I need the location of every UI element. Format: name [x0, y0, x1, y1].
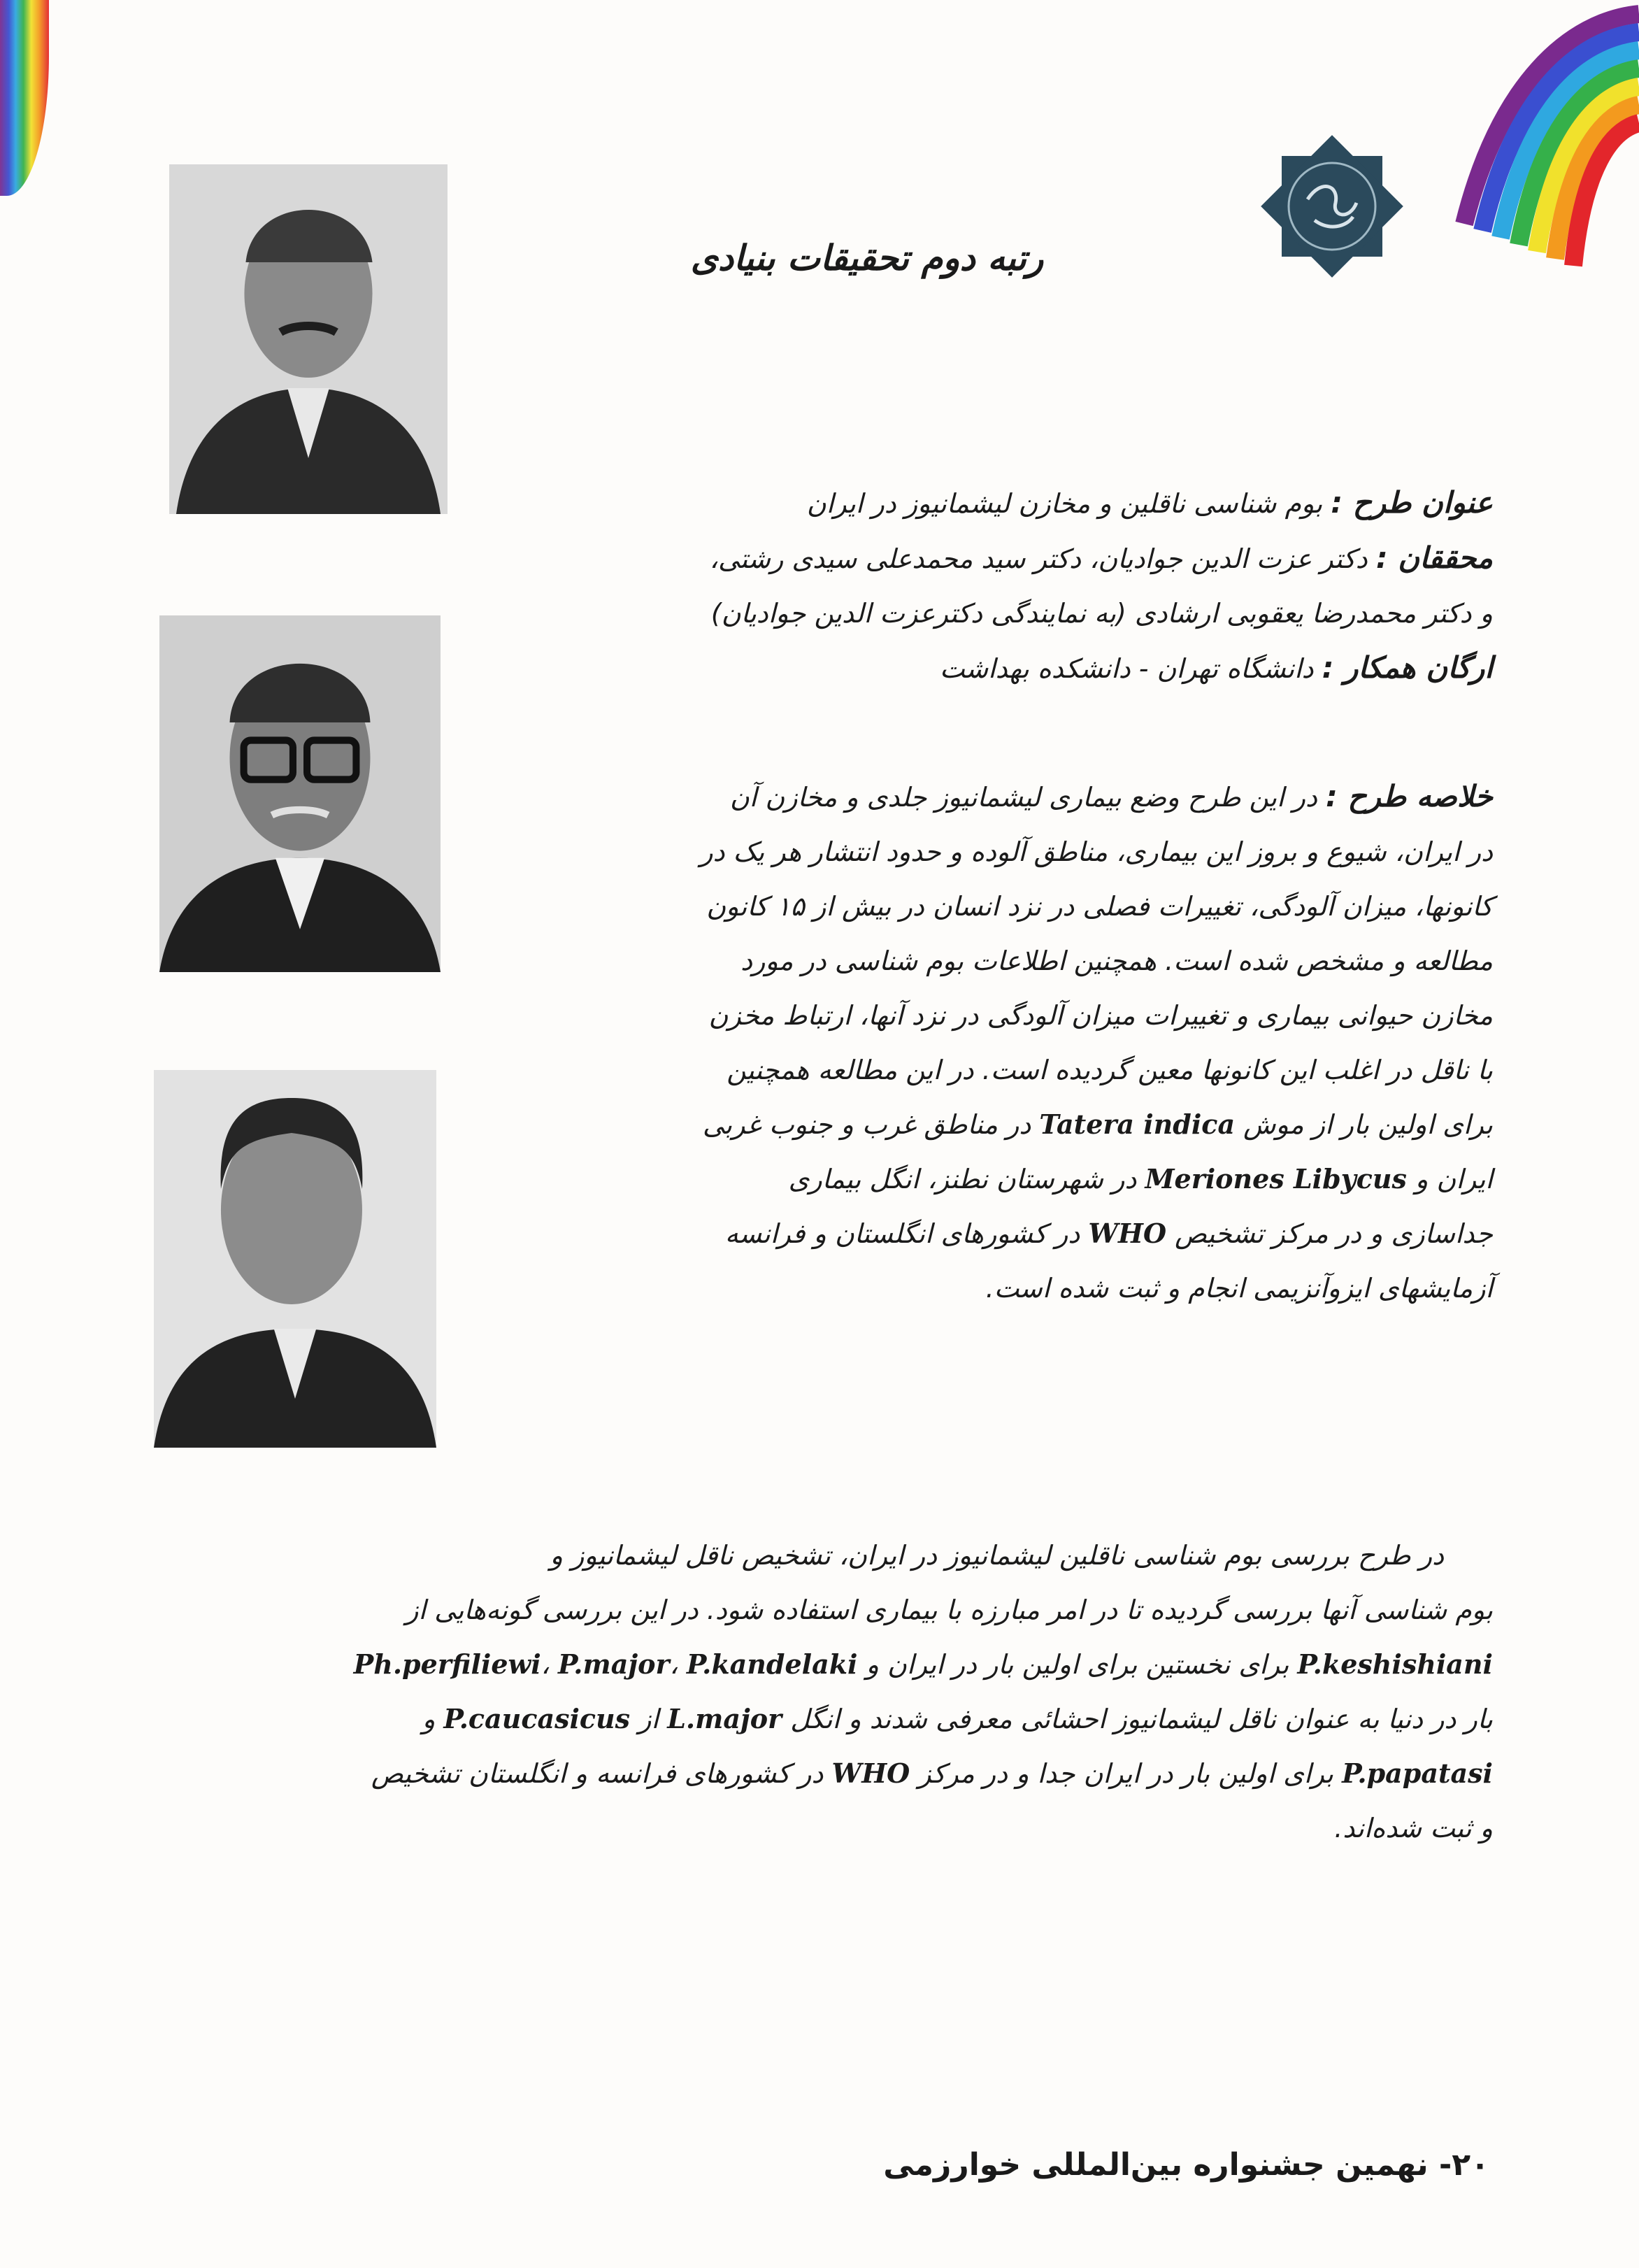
paragraph-2-line-5-end: در کشورهای فرانسه و انگلستان تشخیص — [371, 1758, 824, 1789]
summary-label: خلاصه طرح : — [1326, 779, 1493, 813]
page-title: رتبه دوم تحقیقات بنیادی — [690, 238, 1044, 278]
paragraph-2-line-4 — [147, 1692, 1493, 1746]
species-kandelaki: P.kandelaki — [686, 1648, 858, 1680]
paragraph-2-line-6: و ثبت شده‌اند. — [1334, 1813, 1493, 1843]
project-title-line — [461, 476, 1493, 531]
species-l-major: L.major — [667, 1703, 782, 1734]
emblem-icon — [1259, 133, 1405, 280]
species-papatasi: P.papatasi — [1342, 1757, 1493, 1789]
project-title-value: بوم شناسی ناقلین و مخازن لیشمانیوز در ایران — [806, 488, 1323, 519]
researcher-photo-2 — [159, 615, 441, 972]
researchers-value-1: دکتر عزت الدین جوادیان، دکتر سید محمدعلی سیدی رشتی، — [709, 543, 1368, 574]
rainbow-decoration-left — [0, 0, 49, 196]
summary-line-7-start: برای اولین بار از موش — [1243, 1109, 1493, 1140]
species-tatera: Tatera indica — [1039, 1108, 1236, 1140]
summary-line-9-end: در کشورهای انگلستان و فرانسه — [724, 1218, 1080, 1249]
summary-line-1 — [461, 769, 1493, 825]
species-keshishiani: P.keshishiani — [1297, 1648, 1493, 1680]
organization-line — [461, 641, 1493, 696]
paragraph-2-line-4-start: بار در دنیا به عنوان ناقل لیشمانیوز احشائی معرفی شدند و انگل — [790, 1704, 1493, 1734]
summary-block — [461, 769, 1493, 1315]
who-label-2: WHO — [831, 1757, 910, 1789]
paragraph-2-line-4-mid: از — [638, 1704, 659, 1734]
paragraph-2-line-2: بوم شناسی آنها بررسی گردیده تا در امر مبارزه با بیماری استفاده شود. در این بررسی گونه‌هایی از — [406, 1595, 1493, 1625]
project-metadata — [461, 476, 1493, 696]
who-label-1: WHO — [1088, 1218, 1167, 1249]
summary-line-3: کانونها، میزان آلودگی، تغییرات فصلی در نزد انسان در بیش از ۱۵ کانون — [706, 891, 1493, 922]
researcher-photo-3 — [154, 1070, 436, 1448]
species-perfiliewi: Ph.perfiliewi — [353, 1648, 541, 1680]
summary-line-5: مخازن حیوانی بیماری و تغییرات میزان آلودگی در نزد آنها، ارتباط مخزن — [708, 1000, 1493, 1031]
summary-line-6: با ناقل در اغلب این کانونها معین گردیده است. در این مطالعه همچنین — [727, 1055, 1493, 1085]
species-major: P.major — [558, 1648, 670, 1680]
summary-line-10: آزمایشهای ایزوآنزیمی انجام و ثبت شده است. — [985, 1273, 1493, 1304]
paragraph-2-line-5 — [147, 1746, 1493, 1801]
summary-text-1: در این طرح وضع بیماری لیشمانیوز جلدی و مخازن آن — [729, 782, 1317, 813]
paragraph-2-line-3: P.keshishiani برای نخستین برای اولین بار در ایران و Ph.perfiliewi، P.major، P.kandelaki — [353, 1648, 1493, 1680]
researchers-line-2: و دکتر محمدرضا یعقوبی ارشادی (به نمایندگی دکترعزت الدین جوادیان) — [710, 598, 1493, 629]
summary-line-8-start: ایران و — [1415, 1164, 1493, 1194]
paragraph-2-line-5-mid: برای اولین بار در ایران جدا و در مرکز — [918, 1758, 1333, 1789]
researchers-label: محققان : — [1375, 541, 1493, 575]
species-caucasicus: P.caucasicus — [443, 1703, 631, 1734]
page-footer: ۲۰- نهمین جشنواره بین‌المللی خوارزمی — [883, 2147, 1489, 2183]
summary-line-2: در ایران، شیوع و بروز این بیماری، مناطق آلوده و حدود انتشار هر یک در — [700, 836, 1493, 867]
paragraph-2 — [147, 1528, 1493, 1855]
summary-line-7-end: در مناطق غرب و جنوب غربی — [702, 1109, 1031, 1140]
organization-label: ارگان همکار : — [1322, 650, 1493, 685]
summary-line-8 — [461, 1152, 1493, 1206]
summary-line-9-start: جداسازی و در مرکز تشخیص — [1175, 1218, 1493, 1249]
project-title-label: عنوان طرح : — [1331, 485, 1493, 520]
summary-line-9 — [461, 1206, 1493, 1261]
paragraph-2-line-1: در طرح بررسی بوم شناسی ناقلین لیشمانیوز در ایران، تشخیص ناقل لیشمانیوز و — [550, 1540, 1444, 1571]
summary-line-7 — [461, 1097, 1493, 1152]
paragraph-2-line-4-end: و — [422, 1704, 436, 1734]
summary-line-8-end: در شهرستان نطنز، انگل بیماری — [788, 1164, 1137, 1194]
species-meriones: Meriones Libycus — [1145, 1163, 1407, 1194]
paragraph-2-line-3-text: برای اولین بار در ایران و — [866, 1649, 1138, 1680]
organization-value: دانشگاه تهران - دانشکده بهداشت — [940, 653, 1314, 684]
summary-line-4: مطالعه و مشخص شده است. همچنین اطلاعات بوم شناسی در مورد — [740, 946, 1493, 976]
researcher-photo-1 — [169, 164, 448, 514]
paragraph-2-line-3-end: برای نخستین — [1145, 1649, 1289, 1680]
researchers-line-1 — [461, 531, 1493, 586]
